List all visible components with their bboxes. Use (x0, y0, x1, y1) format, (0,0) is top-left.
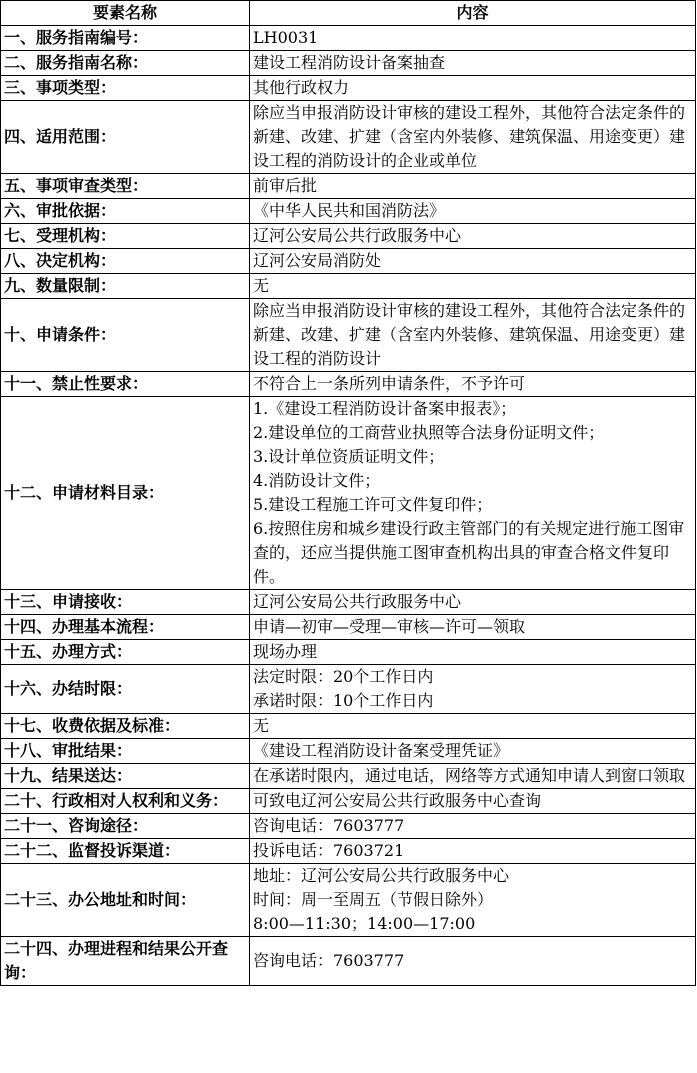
row-value (250, 864, 696, 937)
row-value (250, 372, 696, 397)
row-label: 五、事项审查类型： (1, 174, 250, 199)
row-label: 十七、收费依据及标准： (1, 714, 250, 739)
value-line: 无 (253, 716, 270, 735)
row-label: 六、审批依据： (1, 199, 250, 224)
value-line: 现场办理 (253, 642, 318, 661)
value-line: 其他行政权力 (253, 78, 350, 97)
table-row (1, 764, 696, 789)
row-label: 二十二、监督投诉渠道： (1, 839, 250, 864)
table-row (1, 249, 696, 274)
table-row (1, 739, 696, 764)
value-line: 不符合上一条所列申请条件，不予许可 (253, 374, 526, 393)
row-value (250, 789, 696, 814)
row-value (250, 51, 696, 76)
value-line: 地址：辽河公安局公共行政服务中心 (253, 866, 510, 885)
value-line: 除应当申报消防设计审核的建设工程外，其他符合法定条件的新建、改建、扩建（含室内外装修、建筑保温、用途变更）建设工程的消防设计 (253, 301, 686, 368)
value-line: 建设工程消防设计备案抽查 (253, 53, 446, 72)
row-value (250, 199, 696, 224)
row-value (250, 640, 696, 665)
row-value (250, 764, 696, 789)
value-line: 辽河公安局公共行政服务中心 (253, 592, 462, 611)
row-value (250, 814, 696, 839)
value-line: 承诺时限：10个工作日内 (253, 691, 434, 710)
row-label: 十三、申请接收： (1, 590, 250, 615)
value-line: 1.《建设工程消防设计备案申报表》； (253, 399, 517, 418)
value-line: 6.按照住房和城乡建设行政主管部门的有关规定进行施工图审查的，还应当提供施工图审查机构出具的审查合格文件复印件。 (253, 519, 685, 586)
row-label: 九、数量限制： (1, 274, 250, 299)
row-label: 四、适用范围： (1, 101, 250, 174)
row-value (250, 665, 696, 714)
row-label: 十四、办理基本流程： (1, 615, 250, 640)
table-row (1, 224, 696, 249)
value-line: 《建设工程消防设计备案受理凭证》 (253, 741, 510, 760)
row-value (250, 615, 696, 640)
table-row (1, 397, 696, 590)
value-line: 4.消防设计文件； (253, 471, 381, 490)
table-row (1, 789, 696, 814)
row-value (250, 224, 696, 249)
row-value (250, 274, 696, 299)
value-line: 投诉电话：7603721 (253, 841, 405, 860)
table-row (1, 590, 696, 615)
row-value (250, 739, 696, 764)
value-line: 辽河公安局消防处 (253, 251, 382, 270)
value-line: 法定时限：20个工作日内 (253, 667, 434, 686)
value-line: 辽河公安局公共行政服务中心 (253, 226, 462, 245)
table-row (1, 372, 696, 397)
empty-cell (1, 986, 250, 1003)
row-value (250, 397, 696, 590)
table-row (1, 199, 696, 224)
table-body (1, 26, 696, 1003)
value-line: 时间：周一至周五（节假日除外） (253, 890, 494, 909)
table-row (1, 864, 696, 937)
table-row (1, 937, 696, 986)
row-label: 二十三、办公地址和时间： (1, 864, 250, 937)
row-label: 十五、办理方式： (1, 640, 250, 665)
row-label: 十二、申请材料目录： (1, 397, 250, 590)
row-label: 三、事项类型： (1, 76, 250, 101)
row-value (250, 101, 696, 174)
row-label: 一、服务指南编号： (1, 26, 250, 51)
value-line: 《中华人民共和国消防法》 (253, 201, 446, 220)
value-line: 3.设计单位资质证明文件； (253, 447, 445, 466)
row-label: 七、受理机构： (1, 224, 250, 249)
table-row (1, 274, 696, 299)
value-line: 无 (253, 276, 270, 295)
table-row (1, 26, 696, 51)
value-line: 咨询电话：7603777 (253, 951, 405, 970)
row-label: 十一、禁止性要求： (1, 372, 250, 397)
empty-cell (250, 986, 696, 1003)
value-line: 咨询电话：7603777 (253, 816, 405, 835)
value-line: LH0031 (253, 28, 319, 47)
value-line: 8:00—11:30；14:00—17:00 (253, 914, 476, 933)
table-row (1, 615, 696, 640)
row-value (250, 714, 696, 739)
row-label: 二十四、办理进程和结果公开查询： (1, 937, 250, 986)
table-trailing-row (1, 986, 696, 1003)
table-row (1, 101, 696, 174)
table-row (1, 76, 696, 101)
row-label: 十八、审批结果： (1, 739, 250, 764)
row-value (250, 26, 696, 51)
row-label: 十、申请条件： (1, 299, 250, 372)
header-element-name: 要素名称 (1, 1, 250, 26)
table-row (1, 665, 696, 714)
header-content: 内容 (250, 1, 696, 26)
row-value (250, 249, 696, 274)
row-label: 十九、结果送达： (1, 764, 250, 789)
table-row (1, 839, 696, 864)
table-row (1, 51, 696, 76)
table-row (1, 714, 696, 739)
row-label: 二十、行政相对人权利和义务： (1, 789, 250, 814)
row-value (250, 299, 696, 372)
value-line: 除应当申报消防设计审核的建设工程外，其他符合法定条件的新建、改建、扩建（含室内外装修、建筑保温、用途变更）建设工程的消防设计的企业或单位 (253, 103, 686, 170)
row-value (250, 174, 696, 199)
value-line: 申请—初审—受理—审核—许可—领取 (253, 617, 526, 636)
row-label: 八、决定机构： (1, 249, 250, 274)
row-label: 十六、办结时限： (1, 665, 250, 714)
value-line: 在承诺时限内，通过电话，网络等方式通知申请人到窗口领取 (253, 766, 686, 785)
value-line: 前审后批 (253, 176, 318, 195)
table-row (1, 174, 696, 199)
row-value (250, 937, 696, 986)
row-value (250, 76, 696, 101)
table-row (1, 814, 696, 839)
row-label: 二、服务指南名称： (1, 51, 250, 76)
table-row (1, 640, 696, 665)
value-line: 5.建设工程施工许可文件复印件； (253, 495, 493, 514)
row-value (250, 590, 696, 615)
row-value (250, 839, 696, 864)
value-line: 可致电辽河公安局公共行政服务中心查询 (253, 791, 542, 810)
value-line: 2.建设单位的工商营业执照等合法身份证明文件； (253, 423, 605, 442)
row-label: 二十一、咨询途径： (1, 814, 250, 839)
table-row (1, 299, 696, 372)
table-header-row (1, 1, 696, 26)
